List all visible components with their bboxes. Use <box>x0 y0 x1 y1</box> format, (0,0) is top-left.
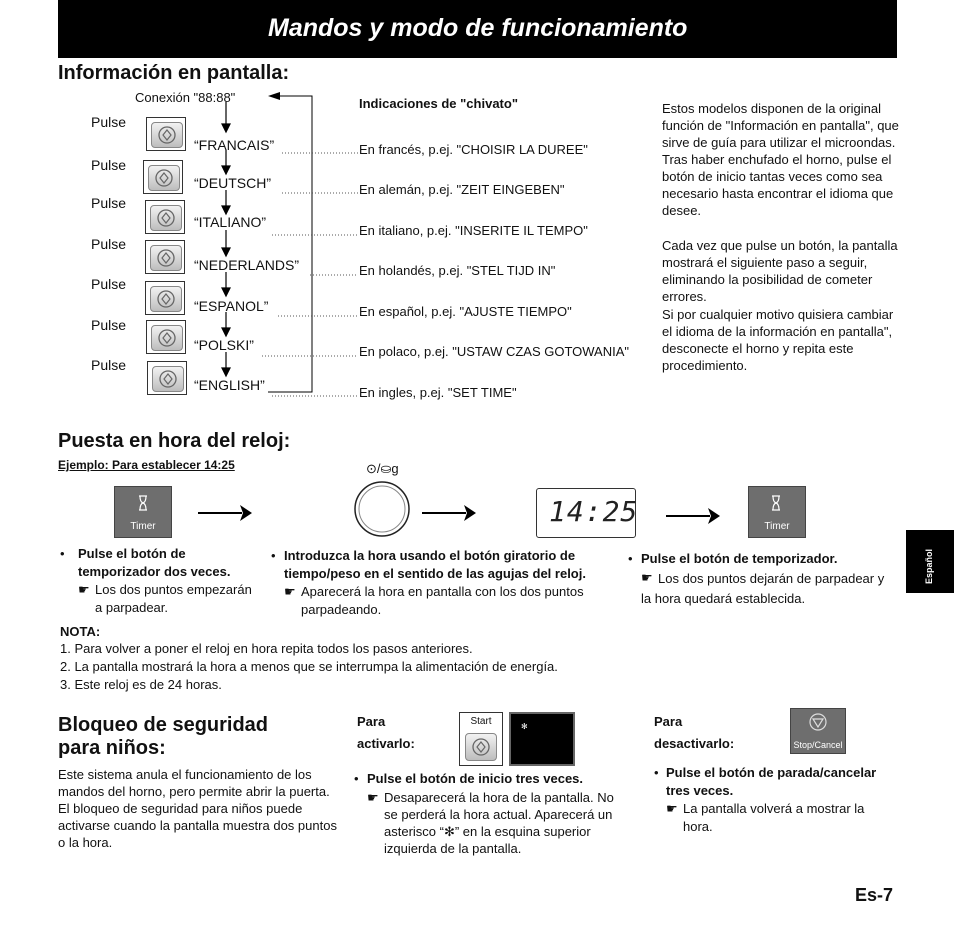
start-button[interactable] <box>145 240 185 274</box>
start-icon <box>157 209 175 227</box>
language-name: “ITALIANO” <box>194 214 267 230</box>
hourglass-icon <box>138 495 148 511</box>
language-example: En holandés, p.ej. "STEL TIJD IN" <box>359 263 556 278</box>
page-title: Mandos y modo de funcionamiento <box>268 14 688 42</box>
bullet-icon: • <box>654 765 659 780</box>
deactivate-step: Pulse el botón de parada/cancelar tres veces. <box>666 765 877 798</box>
clock-step-3-note: Los dos puntos dejarán de parpadear y la hora quedará establecida. <box>641 571 885 606</box>
asterisk-icon: ✻ <box>521 722 528 731</box>
clock-heading: Puesta en hora del reloj: <box>58 430 291 452</box>
description-paragraph: Si por cualquier motivo quisiera cambiar el idioma de la información en pantalla", desconecte el horno y repita este procedimiento. <box>662 307 894 373</box>
bullet-icon: • <box>628 551 633 566</box>
arrow-head-icon <box>464 505 476 521</box>
clock-step-1-note: Los dos puntos empezarán a parpadear. <box>95 582 252 615</box>
stop-cancel-button[interactable] <box>790 708 846 754</box>
hand-icon: ☛ <box>367 790 379 805</box>
timer-button-label: Timer <box>764 521 790 532</box>
timer-button-label: Timer <box>130 521 156 532</box>
display-info-heading: Información en pantalla: <box>58 62 290 84</box>
hand-icon: ☛ <box>666 801 678 816</box>
bullet-icon: • <box>271 548 276 563</box>
deactivate-note: La pantalla volverá a mostrar la hora. <box>683 801 865 834</box>
hand-icon: ☛ <box>641 570 653 585</box>
language-example: En español, p.ej. "AJUSTE TIEMPO" <box>359 304 572 319</box>
hand-icon: ☛ <box>78 582 90 597</box>
language-name: “DEUTSCH” <box>194 175 271 191</box>
deactivate-label-line2: desactivarlo: <box>654 736 735 751</box>
stop-cancel-label: Stop/Cancel <box>793 740 843 750</box>
pulse-label: Pulse <box>91 236 127 252</box>
pulse-label: Pulse <box>91 317 127 333</box>
arrow-head-icon <box>708 508 720 524</box>
start-button[interactable] <box>459 712 503 766</box>
deactivate-label-line1: Para <box>654 714 683 729</box>
clock-display-value: 14:25 <box>549 495 639 528</box>
hourglass-icon <box>771 495 781 511</box>
timer-button[interactable] <box>748 486 806 538</box>
stop-icon <box>809 713 827 731</box>
start-icon <box>472 738 490 756</box>
bullet-icon: • <box>60 546 65 561</box>
start-button[interactable] <box>146 117 186 151</box>
lock-heading-line1: Bloqueo de seguridad <box>58 714 269 736</box>
arrow-line <box>666 515 710 517</box>
lock-display <box>509 712 575 766</box>
pulse-label: Pulse <box>91 276 127 292</box>
page-number: Es-7 <box>855 885 894 905</box>
clock-step-1: Pulse el botón de temporizador dos veces. <box>78 546 231 579</box>
language-name: “NEDERLANDS” <box>194 257 300 273</box>
note-item: 3. Este reloj es de 24 horas. <box>60 677 222 692</box>
language-name: “ENGLISH” <box>194 377 265 393</box>
start-icon <box>158 126 176 144</box>
activate-label-line1: Para <box>357 714 386 729</box>
description-paragraph: Cada vez que pulse un botón, la pantalla mostrará el siguiente paso a seguir, eliminando la posibilidad de cometer errores. <box>662 238 898 304</box>
activate-note: Desaparecerá la hora de la pantalla. No se perderá la hora actual. Aparecerá un asterisco “✻” en la esquina superior izquierda de la pantalla. <box>384 790 614 856</box>
language-tab <box>906 530 954 593</box>
lock-body: Este sistema anula el funcionamiento de los mandos del horno, pero permite abrir la puerta. El bloqueo de seguridad para niños puede activarse cuando la pantalla muestra dos puntos o la hora. <box>58 767 337 850</box>
start-icon <box>158 329 176 347</box>
language-tab-label: Español <box>924 548 934 584</box>
start-icon <box>159 370 177 388</box>
language-example: En ingles, p.ej. "SET TIME" <box>359 385 517 400</box>
language-example: En alemán, p.ej. "ZEIT EINGEBEN" <box>359 182 565 197</box>
clock-example: Ejemplo: Para establecer 14:25 <box>58 458 235 472</box>
activate-label-line2: activarlo: <box>357 736 415 751</box>
indicator-heading: Indicaciones de "chivato" <box>359 96 518 111</box>
dial-symbol: ⊙/⛀g <box>366 461 399 476</box>
pulse-label: Pulse <box>91 157 127 173</box>
language-example: En polaco, p.ej. "USTAW CZAS GOTOWANIA" <box>359 344 630 359</box>
bullet-icon: • <box>354 771 359 786</box>
start-button[interactable] <box>147 361 187 395</box>
language-name: “FRANCAIS” <box>194 137 275 153</box>
start-button-label: Start <box>470 716 492 727</box>
start-button[interactable] <box>145 281 185 315</box>
language-example: En italiano, p.ej. "INSERITE IL TEMPO" <box>359 223 588 238</box>
note-item: 1. Para volver a poner el reloj en hora repita todos los pasos anteriores. <box>60 641 473 656</box>
clock-display <box>536 488 639 538</box>
arrow-head-icon <box>240 505 252 521</box>
pulse-label: Pulse <box>91 114 127 130</box>
timer-button[interactable] <box>114 486 172 538</box>
clock-step-2-note: Aparecerá la hora en pantalla con los dos puntos parpadeando. <box>301 584 584 617</box>
lock-heading-line2: para niños: <box>58 737 166 759</box>
language-name: “ESPANOL” <box>194 298 269 314</box>
start-button[interactable] <box>146 320 186 354</box>
activate-step: Pulse el botón de inicio tres veces. <box>367 771 584 786</box>
language-example: En francés, p.ej. "CHOISIR LA DUREE" <box>359 142 588 157</box>
arrow-line <box>422 512 466 514</box>
start-button[interactable] <box>145 200 185 234</box>
language-name: “POLSKI” <box>194 337 254 353</box>
hand-icon: ☛ <box>284 584 296 599</box>
start-icon <box>157 249 175 267</box>
pulse-label: Pulse <box>91 195 127 211</box>
description-paragraph: Estos modelos disponen de la original función de "Información en pantalla", que sirve de guía para utilizar el microondas. Tras haber enchufado el horno, pulse el botón de inicio tantas veces como sea necesario hasta encontrar el idioma que desee. <box>662 101 899 218</box>
connection-label: Conexión "88:88" <box>135 90 236 105</box>
clock-step-2: Introduzca la hora usando el botón giratorio de tiempo/peso en el sentido de las agujas del reloj. <box>284 548 586 581</box>
clock-step-3: Pulse el botón de temporizador. <box>641 551 838 566</box>
note-item: 2. La pantalla mostrará la hora a menos que se interrumpa la alimentación de energía. <box>60 659 558 674</box>
time-weight-dial[interactable] <box>353 480 411 538</box>
start-icon <box>155 169 173 187</box>
start-icon <box>157 290 175 308</box>
nota-label: NOTA: <box>60 624 101 639</box>
start-button[interactable] <box>143 160 183 194</box>
pulse-label: Pulse <box>91 357 127 373</box>
arrow-line <box>198 512 242 514</box>
